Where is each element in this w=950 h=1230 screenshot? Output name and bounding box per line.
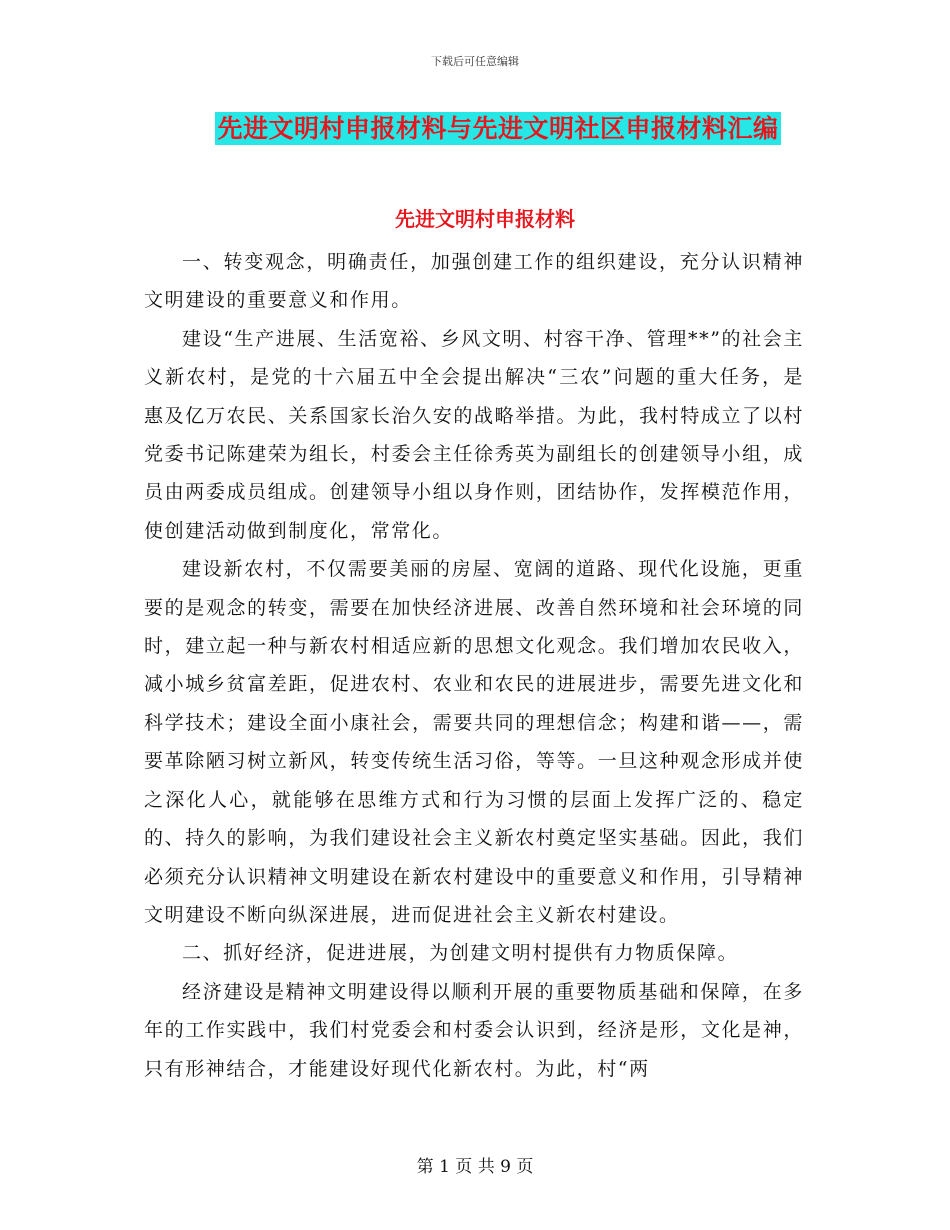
page-number: 第 1 页 共 9 页: [416, 1157, 534, 1177]
paragraph-5: 经济建设是精神文明建设得以顺利开展的重要物质基础和保障，在多年的工作实践中，我们村党委会和村委会认识到，经济是形，文化是神，只有形神结合，才能建设好现代化新农村。为此，村“两: [144, 980, 804, 1080]
document-body: [144, 243, 804, 1088]
document-title: 先进文明村申报材料与先进文明社区申报材料汇编: [217, 114, 779, 143]
paragraph-4: 二、抓好经济，促进进展，为创建文明村提供有力物质保障。: [182, 942, 739, 965]
paragraph-2: 建设“生产进展、生活宽裕、乡风文明、村容干净、管理**”的社会主义新农村，是党的十六届五中全会提出解决“三农”问题的重大任务，是惠及亿万农民、关系国家长治久安的战略举措。为此，我村特成立了以村党委书记陈建荣为组长，村委会主任徐秀英为副组长的创建领导小组，成员由两委成员组成。创建领导小组以身作则，团结协作，发挥模范作用，使创建活动做到制度化，常常化。: [144, 327, 804, 542]
header-note: 下载后可任意编辑: [431, 55, 519, 68]
paragraph-1: 一、转变观念，明确责任，加强创建工作的组织建设，充分认识精神文明建设的重要意义和作用。: [144, 251, 804, 312]
section-title: 先进文明村申报材料: [395, 207, 575, 231]
paragraph-3: 建设新农村，不仅需要美丽的房屋、宽阔的道路、现代化设施，更重要的是观念的转变，需要在加快经济进展、改善自然环境和社会环境的同时，建立起一种与新农村相适应新的思想文化观念。我们增加农民收入，减小城乡贫富差距，促进农村、农业和农民的进展进步，需要先进文化和科学技术；建设全面小康社会，需要共同的理想信念；构建和谐——，需要革除陋习树立新风，转变传统生活习俗，等等。一旦这种观念形成并使之深化人心，就能够在思维方式和行为习惯的层面上发挥广泛的、稳定的、持久的影响，为我们建设社会主义新农村奠定坚实基础。因此，我们必须充分认识精神文明建设在新农村建设中的重要意义和作用，引导精神文明建设不断向纵深进展，进而促进社会主义新农村建设。: [144, 558, 804, 926]
document-title-container: [0, 112, 950, 145]
